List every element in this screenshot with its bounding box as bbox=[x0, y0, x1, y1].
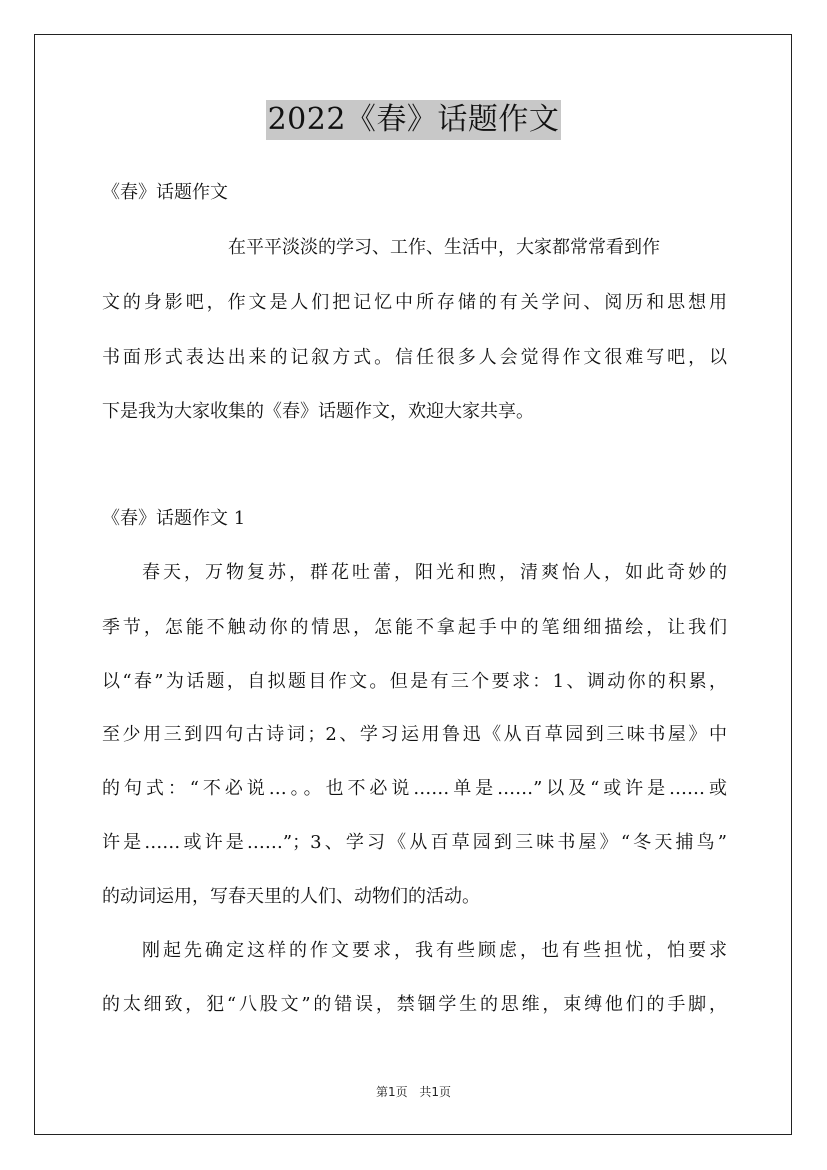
para1-line-3: 以“春”为话题，自拟题目作文。但是有三个要求：1、调动你的积累， bbox=[102, 671, 727, 692]
document-title: 2022《春》话题作文 bbox=[266, 100, 562, 140]
intro-line-2: 文的身影吧，作文是人们把记忆中所存储的有关学问、阅历和思想用 bbox=[102, 292, 727, 313]
para1-line-1: 春天，万物复苏，群花吐蕾，阳光和煦，清爽怡人，如此奇妙的 bbox=[142, 562, 727, 583]
para2-line-1: 刚起先确定这样的作文要求，我有些顾虑，也有些担忧，怕要求 bbox=[142, 940, 727, 961]
title-wrap bbox=[0, 100, 827, 140]
para1-line-2: 季节，怎能不触动你的情思，怎能不拿起手中的笔细细描绘，让我们 bbox=[102, 617, 727, 638]
intro-line-3: 书面形式表达出来的记叙方式。信任很多人会觉得作文很难写吧，以 bbox=[102, 347, 727, 368]
para1-line-7: 的动词运用，写春天里的人们、动物们的活动。 bbox=[102, 886, 480, 907]
intro-line-1: 在平平淡淡的学习、工作、生活中，大家都常常看到作 bbox=[228, 237, 660, 258]
intro-line-4: 下是我为大家收集的《春》话题作文，欢迎大家共享。 bbox=[102, 401, 534, 422]
page-footer bbox=[0, 1083, 827, 1100]
para2-line-2: 的太细致，犯“八股文”的错误，禁锢学生的思维，束缚他们的手脚， bbox=[102, 994, 727, 1015]
total-pages: 共1页 bbox=[419, 1085, 452, 1099]
para1-line-6: 许是……或许是……”；3、学习《从百草园到三味书屋》“冬天捕鸟” bbox=[102, 832, 727, 853]
page-number: 第1页 bbox=[375, 1085, 408, 1099]
section-heading: 《春》话题作文 1 bbox=[102, 508, 246, 529]
subtitle: 《春》话题作文 bbox=[102, 182, 228, 203]
para1-line-4: 至少用三到四句古诗词；2、学习运用鲁迅《从百草园到三味书屋》中 bbox=[102, 724, 727, 745]
para1-line-5: 的句式：“不必说…。。也不必说……单是……”以及“或许是……或 bbox=[102, 778, 727, 799]
